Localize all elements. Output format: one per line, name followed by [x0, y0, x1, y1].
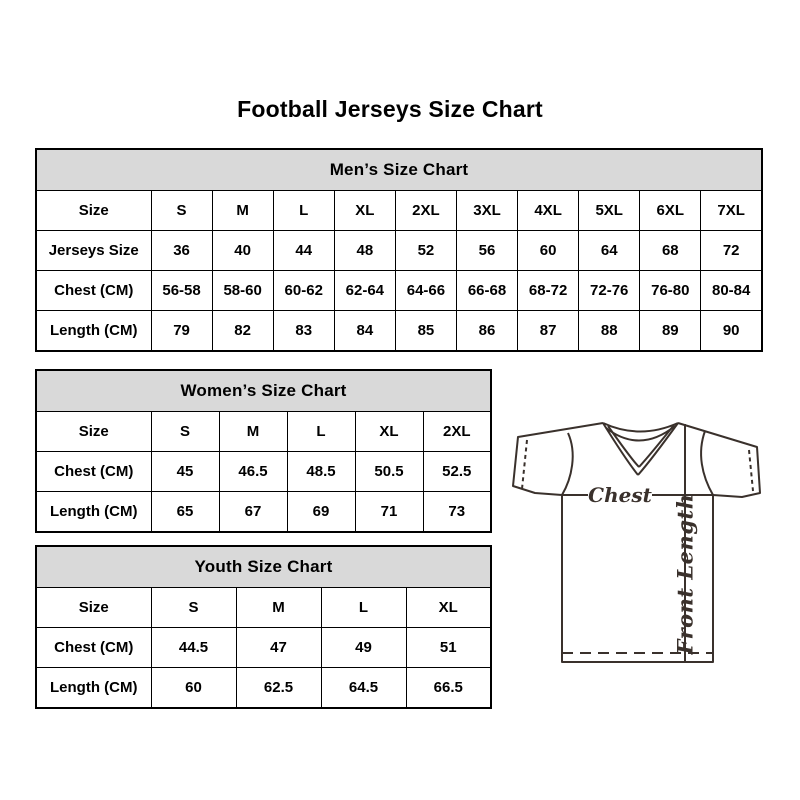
- jersey-diagram-svg: [492, 408, 764, 670]
- value-cell: 52: [395, 231, 456, 271]
- mens-size-table: [35, 148, 763, 352]
- right-armhole-seam: [701, 431, 713, 495]
- value-cell: 36: [151, 231, 212, 271]
- table-row: [36, 412, 491, 452]
- column-header-cell: L: [273, 191, 334, 231]
- value-cell: 62-64: [334, 271, 395, 311]
- column-header-cell: S: [151, 412, 219, 452]
- row-label-cell: Length (CM): [36, 311, 151, 352]
- column-header-cell: M: [219, 412, 287, 452]
- womens-size-table: [35, 369, 492, 533]
- column-header-cell: 7XL: [701, 191, 762, 231]
- chest-label: Chest: [588, 483, 652, 507]
- value-cell: 90: [701, 311, 762, 352]
- table-row: [36, 492, 491, 533]
- table-row: [36, 588, 491, 628]
- value-cell: 40: [212, 231, 273, 271]
- value-cell: 76-80: [640, 271, 701, 311]
- column-header-cell: M: [236, 588, 321, 628]
- value-cell: 44: [273, 231, 334, 271]
- value-cell: 60-62: [273, 271, 334, 311]
- table-row: [36, 231, 762, 271]
- column-header-cell: 5XL: [579, 191, 640, 231]
- value-cell: 68: [640, 231, 701, 271]
- row-label-cell: Chest (CM): [36, 628, 151, 668]
- row-label-cell: Length (CM): [36, 668, 151, 709]
- value-cell: 85: [395, 311, 456, 352]
- value-cell: 82: [212, 311, 273, 352]
- value-cell: 67: [219, 492, 287, 533]
- column-header-cell: 2XL: [395, 191, 456, 231]
- womens-table-title: Women’s Size Chart: [36, 370, 491, 412]
- value-cell: 64: [579, 231, 640, 271]
- left-cuff-stitch-dashed-line: [522, 440, 527, 489]
- table-row: [36, 628, 491, 668]
- column-header-cell: XL: [334, 191, 395, 231]
- womens-table-title-row: [36, 370, 491, 412]
- row-label-cell: Jerseys Size: [36, 231, 151, 271]
- row-label-cell: Size: [36, 412, 151, 452]
- column-header-cell: M: [212, 191, 273, 231]
- value-cell: 89: [640, 311, 701, 352]
- value-cell: 51: [406, 628, 491, 668]
- left-armhole-seam: [562, 433, 573, 495]
- value-cell: 69: [287, 492, 355, 533]
- youth-table-title-row: [36, 546, 491, 588]
- row-label-cell: Size: [36, 191, 151, 231]
- value-cell: 56: [456, 231, 517, 271]
- value-cell: 62.5: [236, 668, 321, 709]
- value-cell: 49: [321, 628, 406, 668]
- mens-table-title: Men’s Size Chart: [36, 149, 762, 191]
- value-cell: 52.5: [423, 452, 491, 492]
- value-cell: 46.5: [219, 452, 287, 492]
- value-cell: 86: [456, 311, 517, 352]
- value-cell: 60: [518, 231, 579, 271]
- value-cell: 66.5: [406, 668, 491, 709]
- value-cell: 88: [579, 311, 640, 352]
- value-cell: 83: [273, 311, 334, 352]
- collar-back-outer-line: [603, 423, 678, 432]
- front-length-label: Front Length: [672, 493, 698, 655]
- column-header-cell: XL: [406, 588, 491, 628]
- value-cell: 71: [355, 492, 423, 533]
- youth-size-table: [35, 545, 492, 709]
- row-label-cell: Length (CM): [36, 492, 151, 533]
- column-header-cell: S: [151, 191, 212, 231]
- youth-table-title: Youth Size Chart: [36, 546, 491, 588]
- column-header-cell: 6XL: [640, 191, 701, 231]
- value-cell: 87: [518, 311, 579, 352]
- value-cell: 73: [423, 492, 491, 533]
- value-cell: 84: [334, 311, 395, 352]
- value-cell: 48.5: [287, 452, 355, 492]
- column-header-cell: 4XL: [518, 191, 579, 231]
- value-cell: 65: [151, 492, 219, 533]
- column-header-cell: L: [321, 588, 406, 628]
- value-cell: 47: [236, 628, 321, 668]
- value-cell: 50.5: [355, 452, 423, 492]
- table-row: [36, 668, 491, 709]
- row-label-cell: Size: [36, 588, 151, 628]
- row-label-cell: Chest (CM): [36, 452, 151, 492]
- jersey-outline: [513, 423, 760, 662]
- column-header-cell: XL: [355, 412, 423, 452]
- jersey-measurement-diagram: [492, 408, 764, 670]
- right-cuff-stitch-dashed-line: [749, 450, 753, 491]
- value-cell: 45: [151, 452, 219, 492]
- value-cell: 79: [151, 311, 212, 352]
- table-row: [36, 311, 762, 352]
- value-cell: 72-76: [579, 271, 640, 311]
- value-cell: 80-84: [701, 271, 762, 311]
- value-cell: 64.5: [321, 668, 406, 709]
- value-cell: 44.5: [151, 628, 236, 668]
- value-cell: 66-68: [456, 271, 517, 311]
- table-row: [36, 271, 762, 311]
- value-cell: 60: [151, 668, 236, 709]
- column-header-cell: 3XL: [456, 191, 517, 231]
- value-cell: 64-66: [395, 271, 456, 311]
- value-cell: 72: [701, 231, 762, 271]
- value-cell: 48: [334, 231, 395, 271]
- value-cell: 68-72: [518, 271, 579, 311]
- page-title: Football Jerseys Size Chart: [237, 96, 543, 122]
- table-row: [36, 452, 491, 492]
- column-header-cell: 2XL: [423, 412, 491, 452]
- column-header-cell: S: [151, 588, 236, 628]
- value-cell: 58-60: [212, 271, 273, 311]
- column-header-cell: L: [287, 412, 355, 452]
- row-label-cell: Chest (CM): [36, 271, 151, 311]
- value-cell: 56-58: [151, 271, 212, 311]
- mens-table-title-row: [36, 149, 762, 191]
- table-row: [36, 191, 762, 231]
